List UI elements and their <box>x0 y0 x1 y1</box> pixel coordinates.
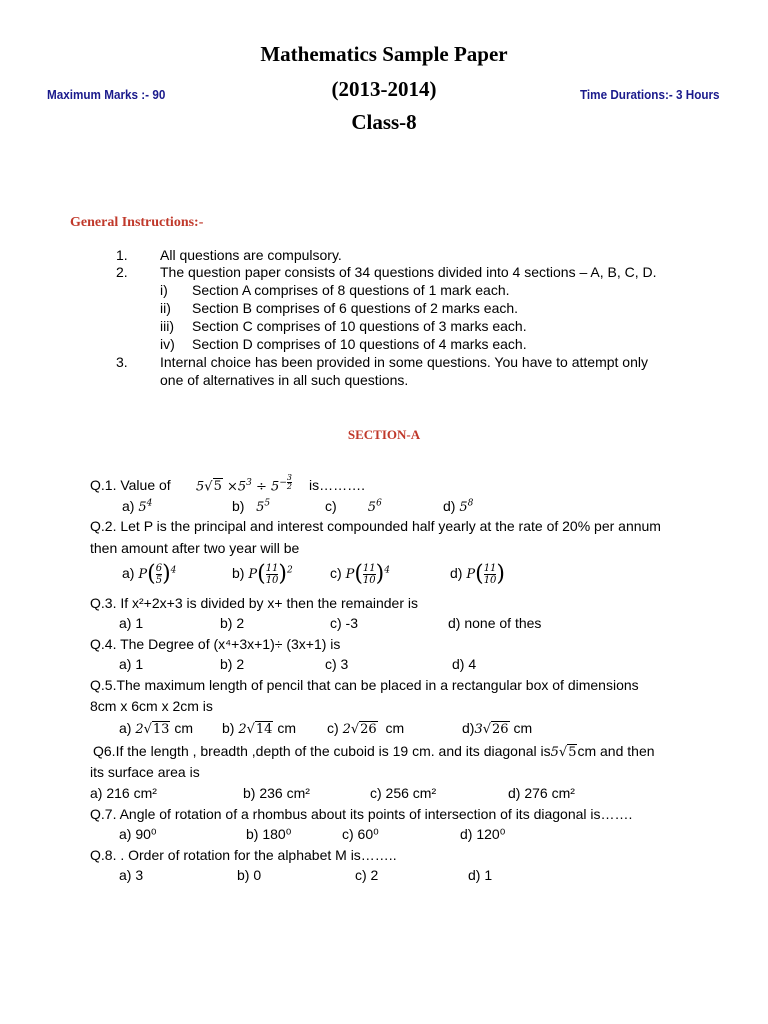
q2-option-a: a) P( $\frac{6}{5}$ )$^4$ <box>122 561 177 587</box>
q4-option-c: c) 3 <box>325 656 349 672</box>
instruction-num: 3. <box>116 354 128 370</box>
q2-option-b: b) P( $\frac{11}{10}$ )$^2$ <box>232 561 293 587</box>
instruction-subnum: ii) <box>160 300 171 316</box>
q6-line2: its surface area is <box>90 764 200 780</box>
instruction-subnum: iv) <box>160 336 175 352</box>
q6-option-d: d) 276 cm² <box>508 785 575 801</box>
maximum-marks: Maximum Marks :- 90 <box>47 87 166 102</box>
q1-option-c: c) $5^6$ <box>325 498 382 515</box>
instruction-text: Section A comprises of 8 questions of 1 mark each. <box>192 282 510 298</box>
q5-option-d: d)3√26 cm <box>462 720 533 737</box>
instruction-subnum: i) <box>160 282 168 298</box>
q3-option-a: a) 1 <box>119 615 144 631</box>
q5-line1: Q.5.The maximum length of pencil that can be placed in a rectangular box of dimensions <box>90 677 639 693</box>
instructions-heading: General Instructions:- <box>70 215 204 230</box>
q8-option-b: b) 0 <box>237 867 262 883</box>
q3-option-d: d) none of thes <box>448 615 542 631</box>
q4-option-b: b) 2 <box>220 656 245 672</box>
q7-option-d: d) 120⁰ <box>460 826 506 842</box>
paper-title: Mathematics Sample Paper <box>260 42 508 66</box>
q3-option-c: c) -3 <box>330 615 358 631</box>
q4-option-a: a) 1 <box>119 656 144 672</box>
q2-line1: Q.2. Let P is the principal and interest compounded half yearly at the rate of 20% per annum <box>90 518 661 534</box>
instruction-subnum: iii) <box>160 318 174 334</box>
instruction-text: one of alternatives in all such questions. <box>160 372 409 388</box>
q6-option-a: a) 216 cm² <box>90 785 157 801</box>
q7-text: Q.7. Angle of rotation of a rhombus about its points of intersection of its diagonal is……. <box>90 806 633 822</box>
instruction-text: Internal choice has been provided in some questions. You have to attempt only <box>160 354 648 370</box>
instruction-text: Section C comprises of 10 questions of 3 marks each. <box>192 318 527 334</box>
q2-line2: then amount after two year will be <box>90 540 300 556</box>
q1-option-d: d) $5^8$ <box>443 498 474 515</box>
q5-option-a: a) 2√13 cm <box>119 720 194 737</box>
q5-line2: 8cm x 6cm x 2cm is <box>90 698 213 714</box>
paper-year: (2013-2014) <box>331 77 437 101</box>
time-duration: Time Durations:- 3 Hours <box>580 87 720 102</box>
q7-option-c: c) 60⁰ <box>342 826 379 842</box>
instruction-text: The question paper consists of 34 questions divided into 4 sections – A, B, C, D. <box>160 264 657 280</box>
q7-option-a: a) 90⁰ <box>119 826 157 842</box>
q5-option-b: b) 2√14 cm <box>222 720 297 737</box>
instruction-text: Section D comprises of 10 questions of 4 marks each. <box>192 336 527 352</box>
q1-tail: is………. <box>309 477 365 493</box>
q6-option-b: b) 236 cm² <box>243 785 310 801</box>
q8-text: Q.8. . Order of rotation for the alphabet M is…….. <box>90 847 397 863</box>
q5-option-c: c) 2√26 cm <box>327 720 405 737</box>
instruction-text: Section B comprises of 6 questions of 2 marks each. <box>192 300 519 316</box>
q2-option-c: c) P( $\frac{11}{10}$ )$^4$ <box>330 561 390 587</box>
q3-text: Q.3. If x²+2x+3 is divided by x+ then the remainder is <box>90 595 419 611</box>
q8-option-d: d) 1 <box>468 867 493 883</box>
q1-option-b: b) $5^5$ <box>232 498 271 515</box>
instruction-text: All questions are compulsory. <box>160 247 342 263</box>
paper-class: Class-8 <box>351 110 417 134</box>
q4-option-d: d) 4 <box>452 656 477 672</box>
q6-option-c: c) 256 cm² <box>370 785 437 801</box>
q3-option-b: b) 2 <box>220 615 245 631</box>
instruction-num: 2. <box>116 264 128 280</box>
q7-option-b: b) 180⁰ <box>246 826 292 842</box>
q8-option-c: c) 2 <box>355 867 379 883</box>
instruction-num: 1. <box>116 247 128 263</box>
q6-line1: Q6.If the length , breadth ,depth of the cuboid is 19 cm. and its diagonal is5√5cm and then <box>93 743 655 760</box>
section-a-heading: SECTION-A <box>347 427 421 442</box>
q8-option-a: a) 3 <box>119 867 144 883</box>
q1-label: Q.1. Value of <box>90 477 171 493</box>
q4-text: Q.4. The Degree of (x⁴+3x+1)÷ (3x+1) is <box>90 636 341 652</box>
q1-expression: $5√5 \times 5^3 \div 5^{- \frac{3}{2}}$ <box>196 473 292 495</box>
q2-option-d: d) P( $\frac{11}{10}$ ) <box>450 561 506 587</box>
q1-option-a: a) $5^4$ <box>122 498 153 515</box>
